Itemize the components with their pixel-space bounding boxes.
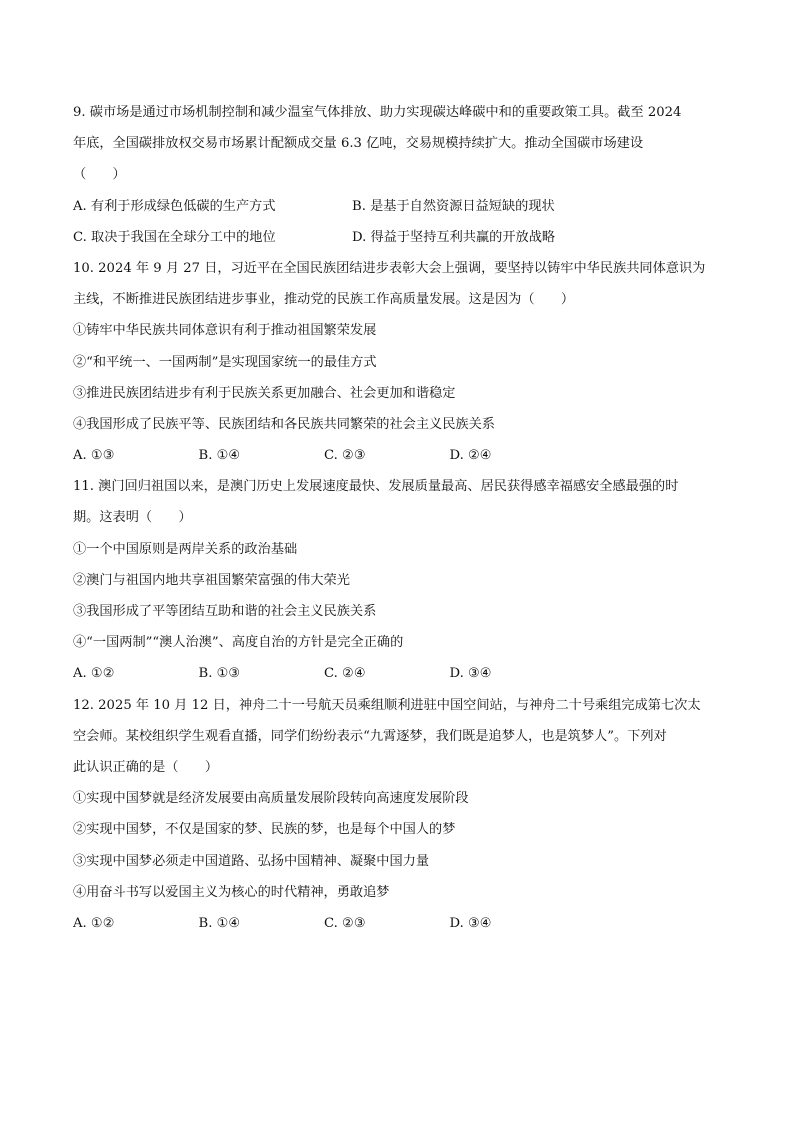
statement-3: ③推进民族团结进步有利于民族关系更加融合、社会更加和谐稳定 (73, 385, 456, 401)
option-a: A. ①② (73, 666, 115, 682)
statement-1: ①实现中国梦就是经济发展要由高质量发展阶段转向高速度发展阶段 (73, 791, 469, 807)
option-b: B. ①④ (198, 915, 241, 931)
question-10 (73, 253, 723, 471)
option-b: B. ①③ (198, 666, 241, 682)
option-d: D. ③④ (449, 666, 492, 682)
question-stem-line: 年底，全国碳排放权交易市场累计配额成交量 6.3 亿吨，交易规模持续扩大。推动全国碳市场建设 (73, 136, 644, 152)
option-b: B. 是基于自然资源日益短缺的现状 (352, 198, 555, 214)
statement-2: ②“和平统一、一国两制”是实现国家统一的最佳方式 (73, 354, 377, 370)
statement-2: ②澳门与祖国内地共享祖国繁荣富强的伟大荣光 (73, 572, 350, 588)
statement-3: ③我国形成了平等团结互助和谐的社会主义民族关系 (73, 604, 377, 619)
option-d: D. ②④ (449, 448, 492, 464)
statement-3: ③实现中国梦必须走中国道路、弘扬中国精神、凝聚中国力量 (73, 853, 430, 869)
option-c: C. ②③ (324, 448, 366, 464)
question-11 (73, 471, 723, 689)
statement-1: ①铸牢中华民族共同体意识有利于推动祖国繁荣发展 (73, 323, 377, 339)
question-stem-line: 期。这表明（ ） (73, 510, 192, 526)
option-d: D. ③④ (449, 915, 492, 931)
options-row (73, 658, 723, 689)
question-stem-line: 主线，不断推进民族团结进步事业，推动党的民族工作高质量发展。这是因为（ ） (73, 292, 575, 308)
question-stem-line: 11. 澳门回归祖国以来，是澳门历史上发展速度最快、发展质量最高、居民获得感幸福感安全感最强的时 (73, 479, 679, 495)
statement-2: ②实现中国梦，不仅是国家的梦、民族的梦，也是每个中国人的梦 (73, 822, 456, 838)
question-12 (73, 690, 723, 940)
question-stem-line: 10. 2024 年 9 月 27 日，习近平在全国民族团结进步表彰大会上强调，要坚持以铸牢中华民族共同体意识为 (73, 260, 706, 276)
statement-4: ④“一国两制”“澳人治澳”、高度自治的方针是完全正确的 (73, 635, 404, 651)
question-9 (73, 97, 723, 253)
answer-blank: （ ） (73, 167, 126, 183)
question-stem-line: 此认识正确的是（ ） (73, 759, 219, 775)
options-row (73, 191, 723, 222)
option-d: D. 得益于坚持互利共赢的开放战略 (352, 229, 556, 245)
options-row (73, 222, 723, 253)
option-b: B. ①④ (198, 448, 241, 464)
options-row (73, 440, 723, 471)
question-list (73, 97, 723, 939)
options-row (73, 908, 723, 939)
question-stem-line: 9. 碳市场是通过市场机制控制和减少温室气体排放、助力实现碳达峰碳中和的重要政策工具。截至 2024 (73, 105, 682, 120)
statement-4: ④我国形成了民族平等、民族团结和各民族共同繁荣的社会主义民族关系 (73, 416, 495, 432)
question-stem-line: 空会师。某校组织学生观看直播，同学们纷纷表示“九霄逐梦，我们既是追梦人，也是筑梦人”。下列对 (73, 728, 667, 744)
option-a: A. ①③ (73, 448, 115, 464)
option-a: A. 有利于形成绿色低碳的生产方式 (73, 198, 276, 214)
question-stem-line: 12. 2025 年 10 月 12 日，神舟二十一号航天员乘组顺利进驻中国空间站，与神舟二十号乘组完成第七次太 (73, 697, 701, 713)
option-c: C. ②④ (324, 666, 366, 682)
option-c: C. 取决于我国在全球分工中的地位 (73, 229, 276, 245)
option-a: A. ①② (73, 915, 115, 931)
statement-1: ①一个中国原则是两岸关系的政治基础 (73, 541, 298, 557)
statement-4: ④用奋斗书写以爱国主义为核心的时代精神，勇敢追梦 (73, 884, 390, 900)
option-c: C. ②③ (324, 915, 366, 931)
